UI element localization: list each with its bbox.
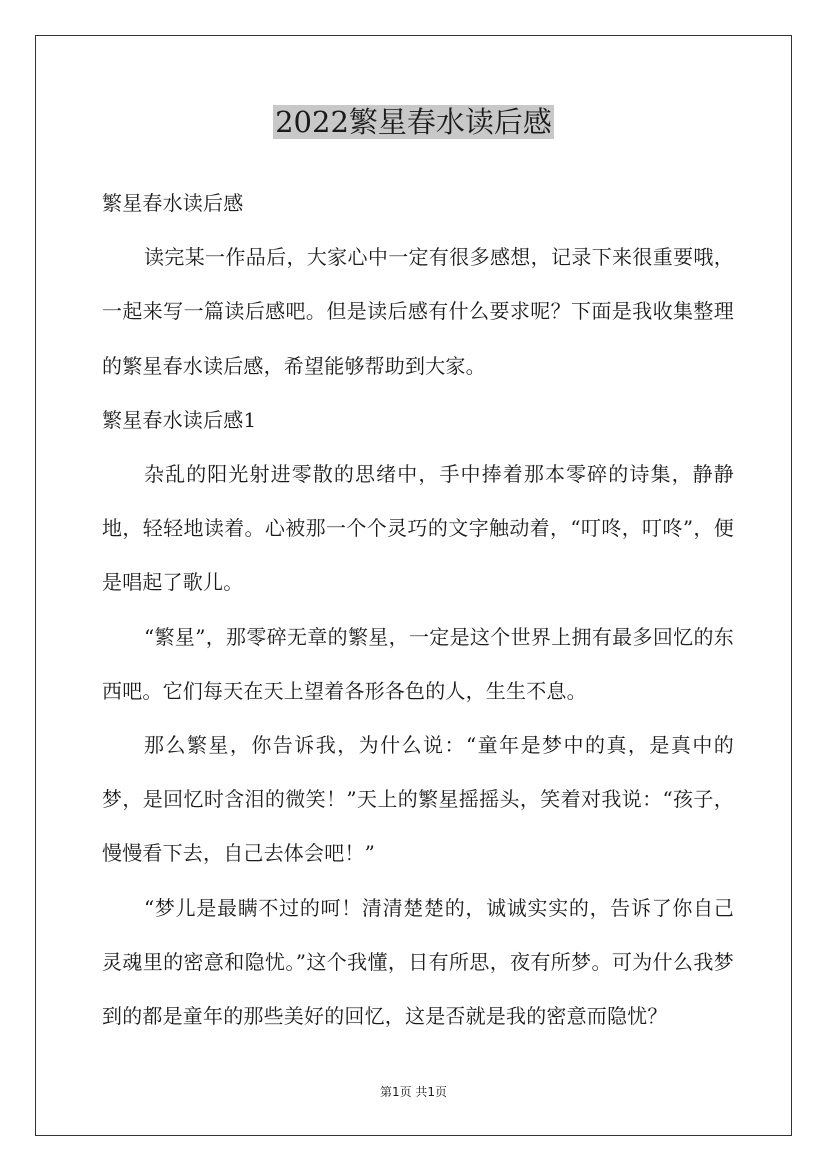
page-footer: 第1页 共1页 xyxy=(379,1085,448,1099)
intro-paragraph: 读完某一作品后，大家心中一定有很多感想，记录下来很重要哦，一起来写一篇读后感吧。但是读后感有什么要求呢？下面是我收集整理的繁星春水读后感，希望能够帮助到大家。 xyxy=(102,245,734,378)
section-heading: 繁星春水读后感 xyxy=(102,191,244,215)
section-heading-1: 繁星春水读后感1 xyxy=(102,407,257,432)
body-paragraph: “繁星”，那零碎无章的繁星，一定是这个世界上拥有最多回忆的东西吧。它们每天在天上望着各形各色的人，生生不息。 xyxy=(102,624,734,703)
document-body xyxy=(102,176,734,1043)
document-title-text: 2022繁星春水读后感 xyxy=(275,105,552,139)
body-paragraph: “梦儿是最瞒不过的呵！清清楚楚的，诚诚实实的，告诉了你自己灵魂里的密意和隐忧。”这个我懂，日有所思，夜有所梦。可为什么我梦到的都是童年的那些美好的回忆，这是否就是我的密意而隐忧？ xyxy=(102,895,734,1029)
body-paragraph: 那么繁星，你告诉我，为什么说：“童年是梦中的真，是真中的梦，是回忆时含泪的微笑！”天上的繁星摇摇头，笑着对我说：“孩子，慢慢看下去，自己去体会吧！” xyxy=(102,733,734,866)
document-title xyxy=(0,102,827,142)
body-paragraph: 杂乱的阳光射进零散的思绪中，手中捧着那本零碎的诗集，静静地，轻轻地读着。心被那一个个灵巧的文字触动着，“叮咚，叮咚”，便是唱起了歌儿。 xyxy=(102,462,734,595)
